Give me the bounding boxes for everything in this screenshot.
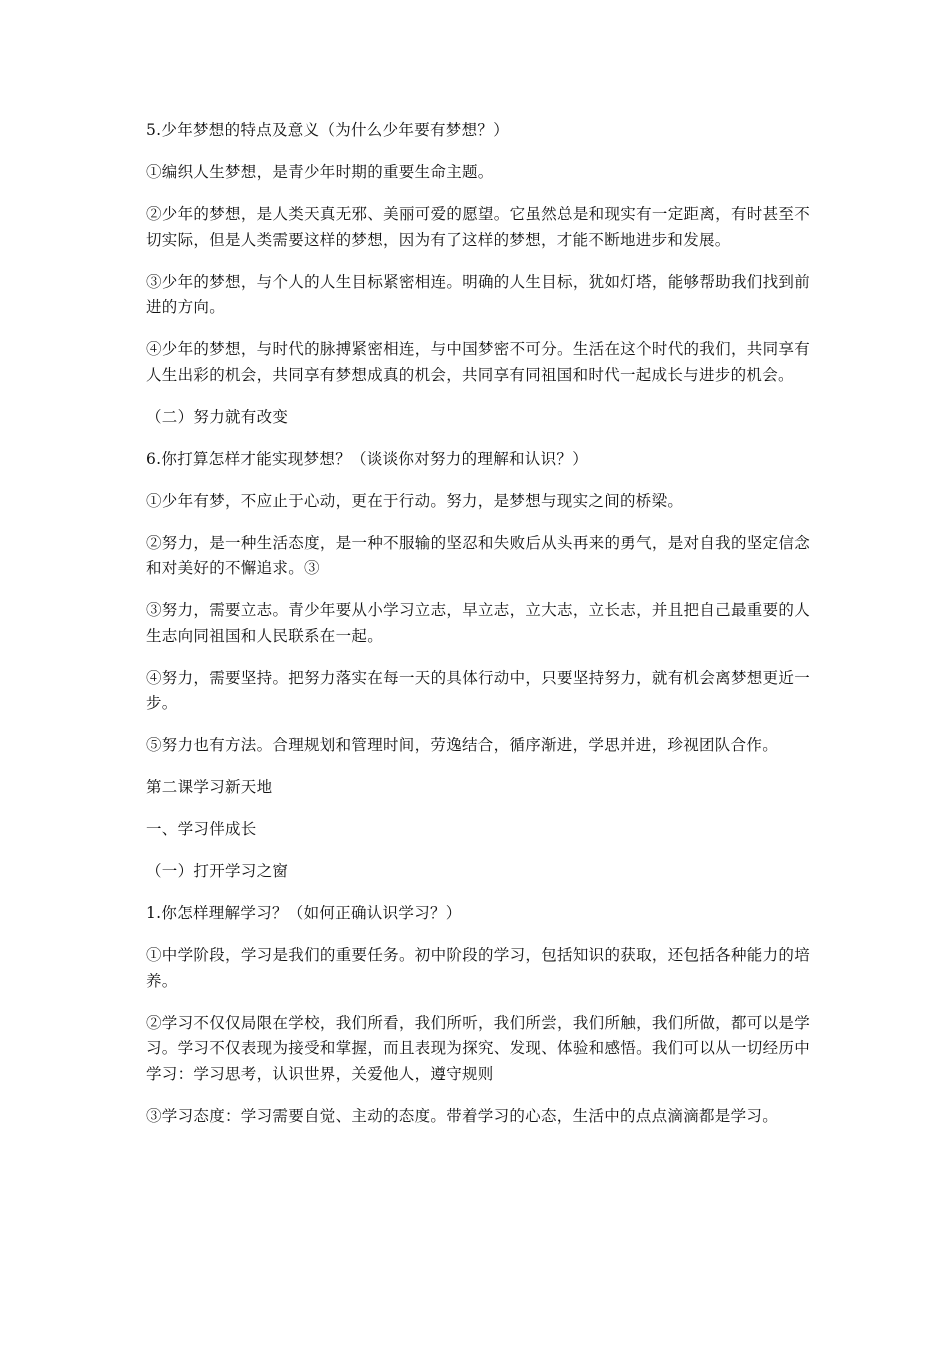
section-heading: 6.你打算怎样才能实现梦想？（谈谈你对努力的理解和认识？） <box>146 449 588 468</box>
section-heading: （一）打开学习之窗 <box>146 862 289 880</box>
paragraph: ③少年的梦想，与个人的人生目标紧密相连。明确的人生目标，犹如灯塔，能够帮助我们找到前进的方向。 <box>146 272 810 316</box>
paragraph: ②学习不仅仅局限在学校，我们所看，我们所听，我们所尝，我们所触，我们所做，都可以是学习。学习不仅表现为接受和掌握，而且表现为探究、发现、体验和感悟。我们可以从一切经历中学习：学习思考，认识世界，关爱他人，遵守规则 <box>146 1013 810 1083</box>
document-page <box>146 118 810 1146</box>
lesson-title: 第二课学习新天地 <box>146 778 273 796</box>
paragraph: ①少年有梦，不应止于心动，更在于行动。努力，是梦想与现实之间的桥梁。 <box>146 491 684 510</box>
paragraph: ③努力，需要立志。青少年要从小学习立志，早立志，立大志，立长志，并且把自己最重要的人生志向同祖国和人民联系在一起。 <box>146 601 810 645</box>
paragraph: ③学习态度：学习需要自觉、主动的态度。带着学习的心态，生活中的点点滴滴都是学习。 <box>146 1106 779 1125</box>
paragraph: ④努力，需要坚持。把努力落实在每一天的具体行动中，只要坚持努力，就有机会离梦想更近一步。 <box>146 668 810 712</box>
section-heading: （二）努力就有改变 <box>146 407 289 426</box>
section-heading: 一、学习伴成长 <box>146 820 257 838</box>
paragraph: ②少年的梦想，是人类天真无邪、美丽可爱的愿望。它虽然总是和现实有一定距离，有时甚至不切实际，但是人类需要这样的梦想，因为有了这样的梦想，才能不断地进步和发展。 <box>146 205 810 249</box>
paragraph: ①编织人生梦想，是青少年时期的重要生命主题。 <box>146 163 494 181</box>
section-heading: 5.少年梦想的特点及意义（为什么少年要有梦想？） <box>146 121 509 139</box>
paragraph: ②努力，是一种生活态度，是一种不服输的坚忍和失败后从头再来的勇气，是对自我的坚定信念和对美好的不懈追求。③ <box>146 533 810 577</box>
paragraph: ④少年的梦想，与时代的脉搏紧密相连，与中国梦密不可分。生活在这个时代的我们，共同享有人生出彩的机会，共同享有梦想成真的机会，共同享有同祖国和时代一起成长与进步的机会。 <box>146 340 810 384</box>
section-heading: 1.你怎样理解学习？（如何正确认识学习？） <box>146 904 462 922</box>
paragraph: ①中学阶段，学习是我们的重要任务。初中阶段的学习，包括知识的获取，还包括各种能力的培养。 <box>146 946 810 990</box>
paragraph: ⑤努力也有方法。合理规划和管理时间，劳逸结合，循序渐进，学思并进，珍视团队合作。 <box>146 736 779 754</box>
